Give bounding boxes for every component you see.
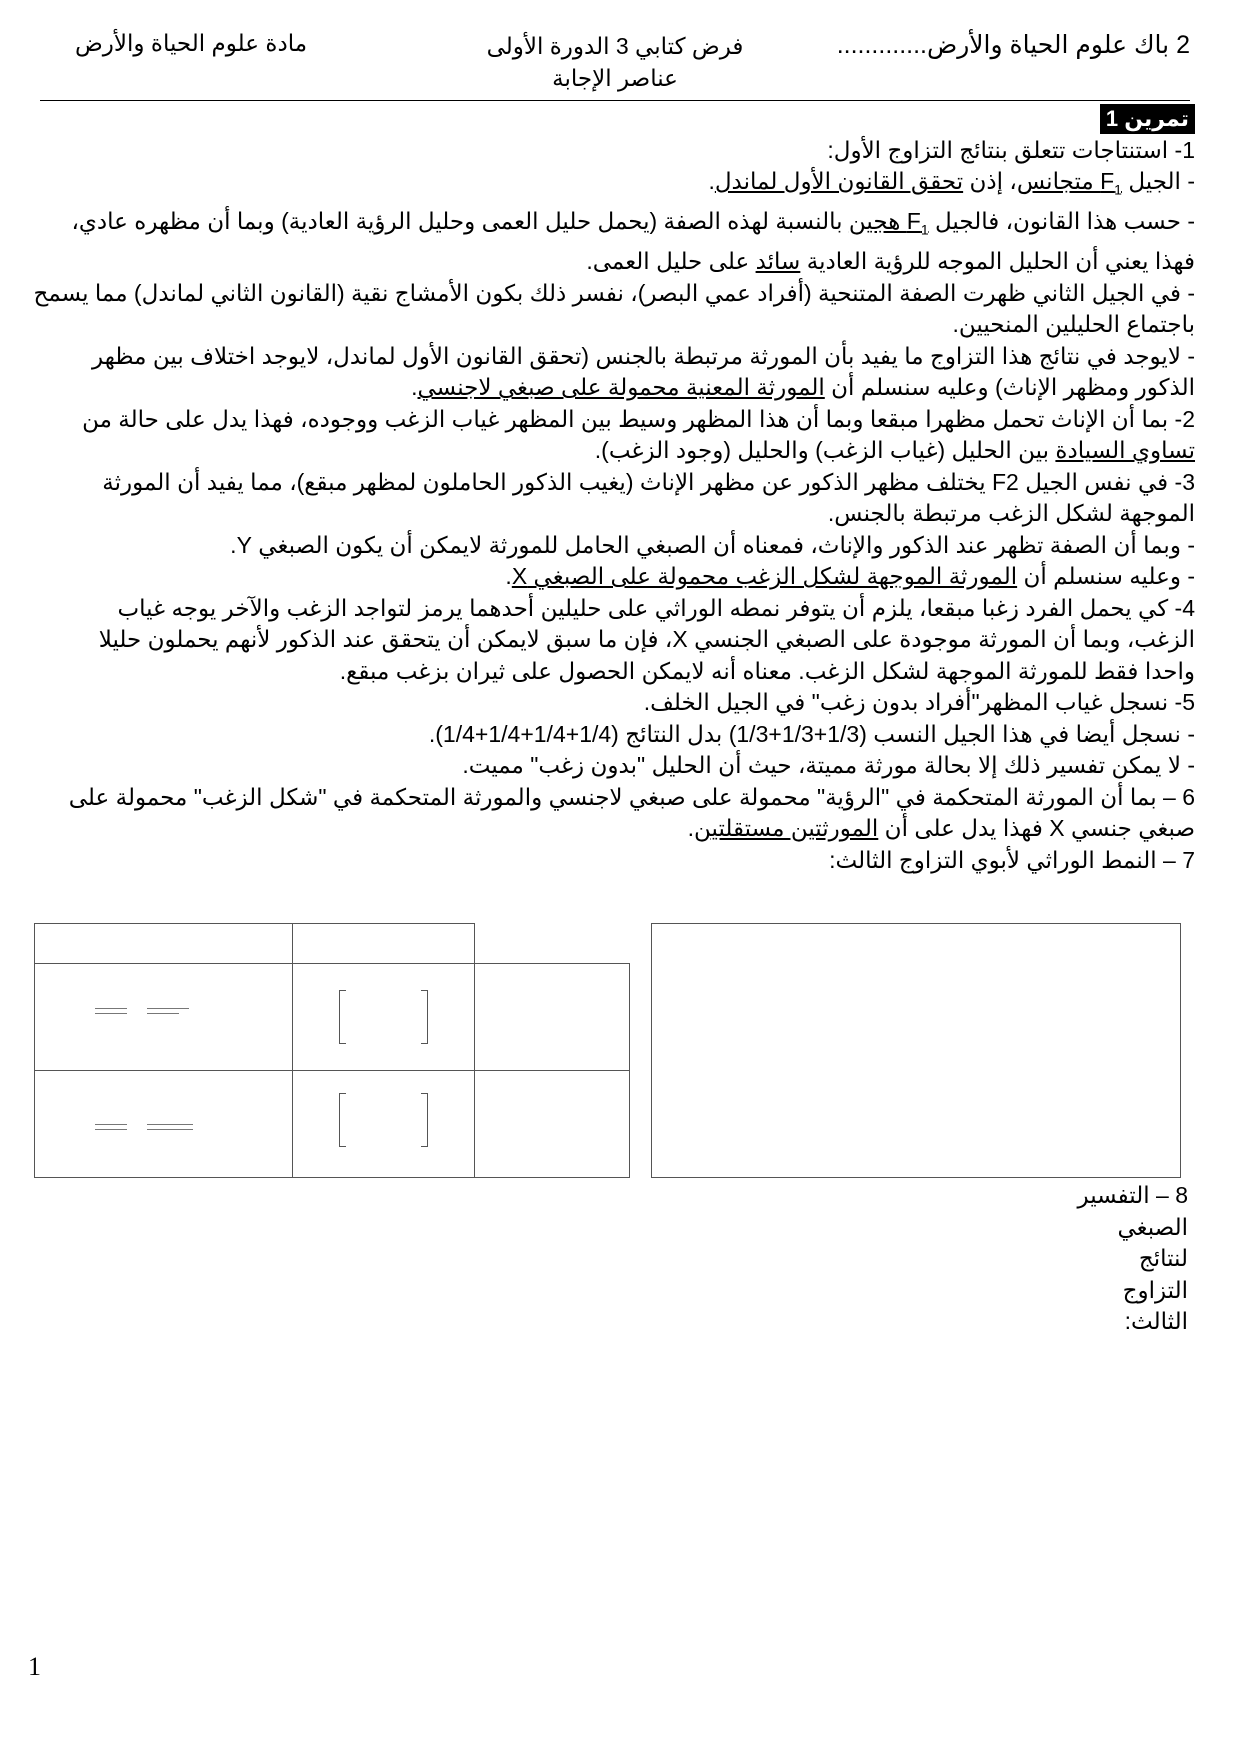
line-4-a: فهذا يعني أن الحليل الموجه للرؤية العادية <box>800 248 1195 275</box>
f-letter: F <box>1100 168 1115 194</box>
genotype-table <box>34 923 630 1178</box>
line-4-b: سائد <box>755 248 801 275</box>
line-8-b: المورثة المعنية محمولة على صبغي لاجنسي <box>417 374 825 401</box>
allele-line <box>147 1013 179 1014</box>
line-8 <box>28 372 1195 404</box>
section-8-line: التزاوج <box>1122 1276 1188 1303</box>
allele-line <box>147 1124 193 1125</box>
page-header <box>40 30 1190 101</box>
line-22 <box>28 813 1195 845</box>
line-4 <box>28 246 1195 278</box>
allele-line <box>147 1008 189 1009</box>
line-3-c: بالنسبة لهذه الصفة (يحمل حليل العمى وحليل الرؤية العادية) وبما أن مظهره عادي، <box>71 208 849 235</box>
line-12: الموجهة لشكل الزغب مرتبطة بالجنس. <box>827 500 1195 527</box>
bracket-right <box>421 990 428 1044</box>
line-23: 7 – النمط الوراثي لأبوي التزاوج الثالث: <box>829 846 1195 873</box>
table-cell <box>292 963 475 1071</box>
line-2-c: ، إذن <box>963 168 1017 194</box>
line-22-b: المورثتين مستقلتين <box>694 815 879 842</box>
f-sub: 1 <box>920 221 929 238</box>
line-18: 5- نسجل غياب المظهر"أفراد بدون زغب" في الجيل الخلف. <box>643 689 1195 716</box>
f-sub: 1 <box>1114 181 1122 198</box>
line-14-b: المورثة الموجهة لشكل الزغب محمولة على الصبغي X <box>511 563 1018 590</box>
line-14-c: . <box>505 563 512 590</box>
line-8-c: . <box>411 374 418 401</box>
line-16: الزغب، وبما أن المورثة موجودة على الصبغي الجنسي X، فإن ما سبق لايمكن أن يتحقق عند الذكور لأنهم يحملون حليلا <box>98 626 1195 653</box>
exam-title-line1: فرض كتابي 3 الدورة الأولى <box>486 33 744 59</box>
section-8 <box>1078 1180 1189 1338</box>
page-number: 1 <box>28 1652 41 1681</box>
line-21: 6 – بما أن المورثة المتحكمة في "الرؤية" محمولة على صبغي لاجنسي والمورثة المتحكمة في "شكل الزغب" محمولة على <box>68 783 1195 810</box>
line-3-b: هجين <box>848 208 907 235</box>
line-2-e: . <box>708 168 715 194</box>
answer-box <box>651 923 1181 1178</box>
allele-line <box>95 1124 127 1125</box>
allele-line <box>95 1013 127 1014</box>
line-13: - وبما أن الصفة تظهر عند الذكور والإناث، فمعناه أن الصبغي الحامل للمورثة لايمكن أن يكون الصبغي Y. <box>230 531 1195 558</box>
line-4-c: على حليل العمى. <box>586 248 756 275</box>
table-cell <box>34 1070 293 1178</box>
genotype-diagrams <box>34 923 1184 1178</box>
line-3-f1 <box>848 208 929 238</box>
line-2-a: - الجيل <box>1121 168 1195 194</box>
bracket-left <box>339 990 346 1044</box>
allele-line <box>95 1129 127 1130</box>
line-22-c: . <box>687 815 695 842</box>
line-3-a: - حسب هذا القانون، فالجيل <box>928 208 1195 235</box>
table-cell <box>292 1070 475 1178</box>
allele-line <box>95 1008 127 1009</box>
line-10-b: بين الحليل (غياب الزغب) والحليل (وجود الزغب). <box>594 437 1056 464</box>
exam-title-line2: عناصر الإجابة <box>552 65 678 91</box>
class-label: 2 باك علوم الحياة والأرض............. <box>836 31 1190 59</box>
exercise-title: تمرين 1 <box>1100 104 1195 134</box>
bracket-right <box>421 1093 428 1147</box>
section-8-line: الصبغي <box>1117 1213 1188 1240</box>
allele-line <box>147 1129 193 1130</box>
line-14 <box>28 561 1195 593</box>
answer-content <box>28 103 1195 876</box>
line-3 <box>28 206 1195 246</box>
line-8-a: الذكور ومظهر الإناث) وعليه سنسلم أن <box>824 374 1195 401</box>
table-header-cell <box>292 923 475 964</box>
line-6: باجتماع الحليلين المنحيين. <box>952 311 1195 338</box>
line-5: - في الجيل الثاني ظهرت الصفة المتنحية (أفراد عمي البصر)، نفسر ذلك بكون الأمشاج نقية (القانون الثاني لماندل) مما يسمح <box>33 279 1195 306</box>
line-15: 4- كي يحمل الفرد زغبا مبقعا، يلزم أن يتوفر نمطه الوراثي على حليلين أحدهما يرمز لتواجد الزغب والآخر يوجه غياب <box>117 594 1195 621</box>
line-2-f1 <box>1016 168 1122 198</box>
line-10 <box>28 435 1195 467</box>
line-22-a: صبغي جنسي X فهذا يدل على أن <box>878 815 1195 842</box>
line-19: - نسجل أيضا في هذا الجيل النسب (1/3+1/3+1/3) بدل النتائج (1/4+1/4+1/4+1/4). <box>428 720 1195 747</box>
subject-label: مادة علوم الحياة والأرض <box>75 30 308 56</box>
f-letter: F <box>906 208 921 235</box>
line-7: - لايوجد في نتائج هذا التزاوج ما يفيد بأن المورثة مرتبطة بالجنس (تحقق القانون الأول لماندل، لايوجد اختلاف بين مظهر <box>92 342 1195 369</box>
line-1: 1- استنتاجات تتعلق بنتائج التزاوج الأول: <box>827 136 1195 163</box>
section-8-line: لنتائج <box>1138 1245 1188 1271</box>
table-header-cell <box>34 923 293 964</box>
line-2 <box>28 166 1195 206</box>
table-cell <box>474 1070 630 1178</box>
line-11: 3- في نفس الجيل F2 يختلف مظهر الذكور عن مظهر الإناث (يغيب الذكور الحاملون لمظهر مبقع)، مما يفيد أن المورثة <box>102 468 1195 495</box>
table-cell <box>474 963 630 1071</box>
line-14-a: - وعليه سنسلم أن <box>1017 563 1195 590</box>
bracket-left <box>339 1093 346 1147</box>
section-8-title: 8 – التفسير <box>1077 1182 1188 1208</box>
line-20: - لا يمكن تفسير ذلك إلا بحالة مورثة مميتة، حيث أن الحليل "بدون زغب" مميت. <box>462 752 1195 779</box>
line-9: 2- بما أن الإناث تحمل مظهرا مبقعا وبما أن هذا المظهر وسيط بين المظهر غياب الزغب ووجوده، فهذا يدل على حالة من <box>82 405 1195 432</box>
line-17: واحدا فقط للمورثة الموجهة لشكل الزغب. معناه أنه لايمكن الحصول على ثيران بزغب مبقع. <box>339 657 1195 684</box>
line-2-b: متجانس <box>1016 168 1101 194</box>
line-2-d: تحقق القانون الأول لماندل <box>714 168 964 194</box>
line-10-a: تساوي السيادة <box>1055 437 1195 464</box>
section-8-line: الثالث: <box>1124 1308 1188 1334</box>
table-cell <box>34 963 293 1071</box>
